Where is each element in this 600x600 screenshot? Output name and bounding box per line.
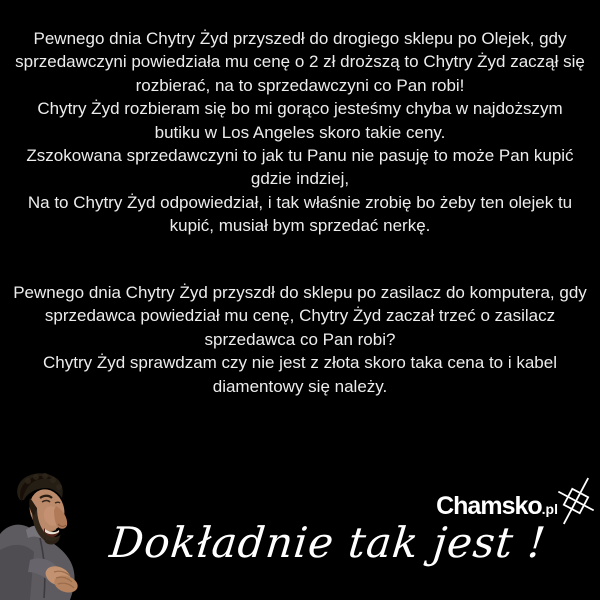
story-line: Chytry Żyd sprawdzam czy nie jest z złota skoro taka cena to i kabel bbox=[43, 353, 557, 373]
story-paragraph-oil bbox=[0, 27, 600, 238]
story-line: Pewnego dnia Chytry Żyd przyszdł do sklepu po zasilacz do komputera, gdy bbox=[13, 283, 587, 302]
brand-suffix: .pl bbox=[541, 501, 558, 517]
story-line: diamentowy się należy. bbox=[212, 376, 388, 396]
story-line: kupić, musiał bym sprzedać nerkę. bbox=[169, 216, 431, 236]
story-line: sprzedawca powiedział mu cenę, Chytry Żyd zaczał trzeć o zasilacz bbox=[44, 306, 556, 326]
story-line: butiku w Los Angeles skoro takie ceny. bbox=[154, 122, 446, 142]
story-line: Zszokowana sprzedawczyni to jak tu Panu nie pasuję to może Pan kupić bbox=[26, 146, 574, 166]
chamsko-wordmark bbox=[436, 492, 558, 521]
story-line: Na to Chytry Żyd odpowiedział, i tak właśnie zrobię bo żeby ten olejek tu bbox=[27, 192, 573, 212]
story-line: Pewnego dnia Chytry Żyd przyszedł do drogiego sklepu po Olejek, gdy bbox=[33, 29, 567, 48]
story-line: gdzie indziej, bbox=[250, 169, 350, 189]
story-line: sprzedawczyni powiedziała mu cenę o 2 zł droższą to Chytry Żyd zaczął się bbox=[15, 52, 585, 72]
story-line: Chytry Żyd rozbieram się bo mi gorąco jesteśmy chyba w najdoższym bbox=[37, 99, 563, 119]
story-paragraph-psu bbox=[0, 281, 600, 398]
tilted-hash-icon bbox=[554, 468, 598, 534]
brand-name: Chamsko bbox=[436, 492, 542, 520]
chytry-zyd-photo bbox=[0, 472, 102, 600]
story-line: sprzedawca co Pan robi? bbox=[204, 329, 396, 349]
story-line: rozbierać, na to sprzedawczyni co Pan robi! bbox=[135, 75, 465, 95]
signature-caption: Dokładnie tak jest ! bbox=[107, 518, 549, 567]
